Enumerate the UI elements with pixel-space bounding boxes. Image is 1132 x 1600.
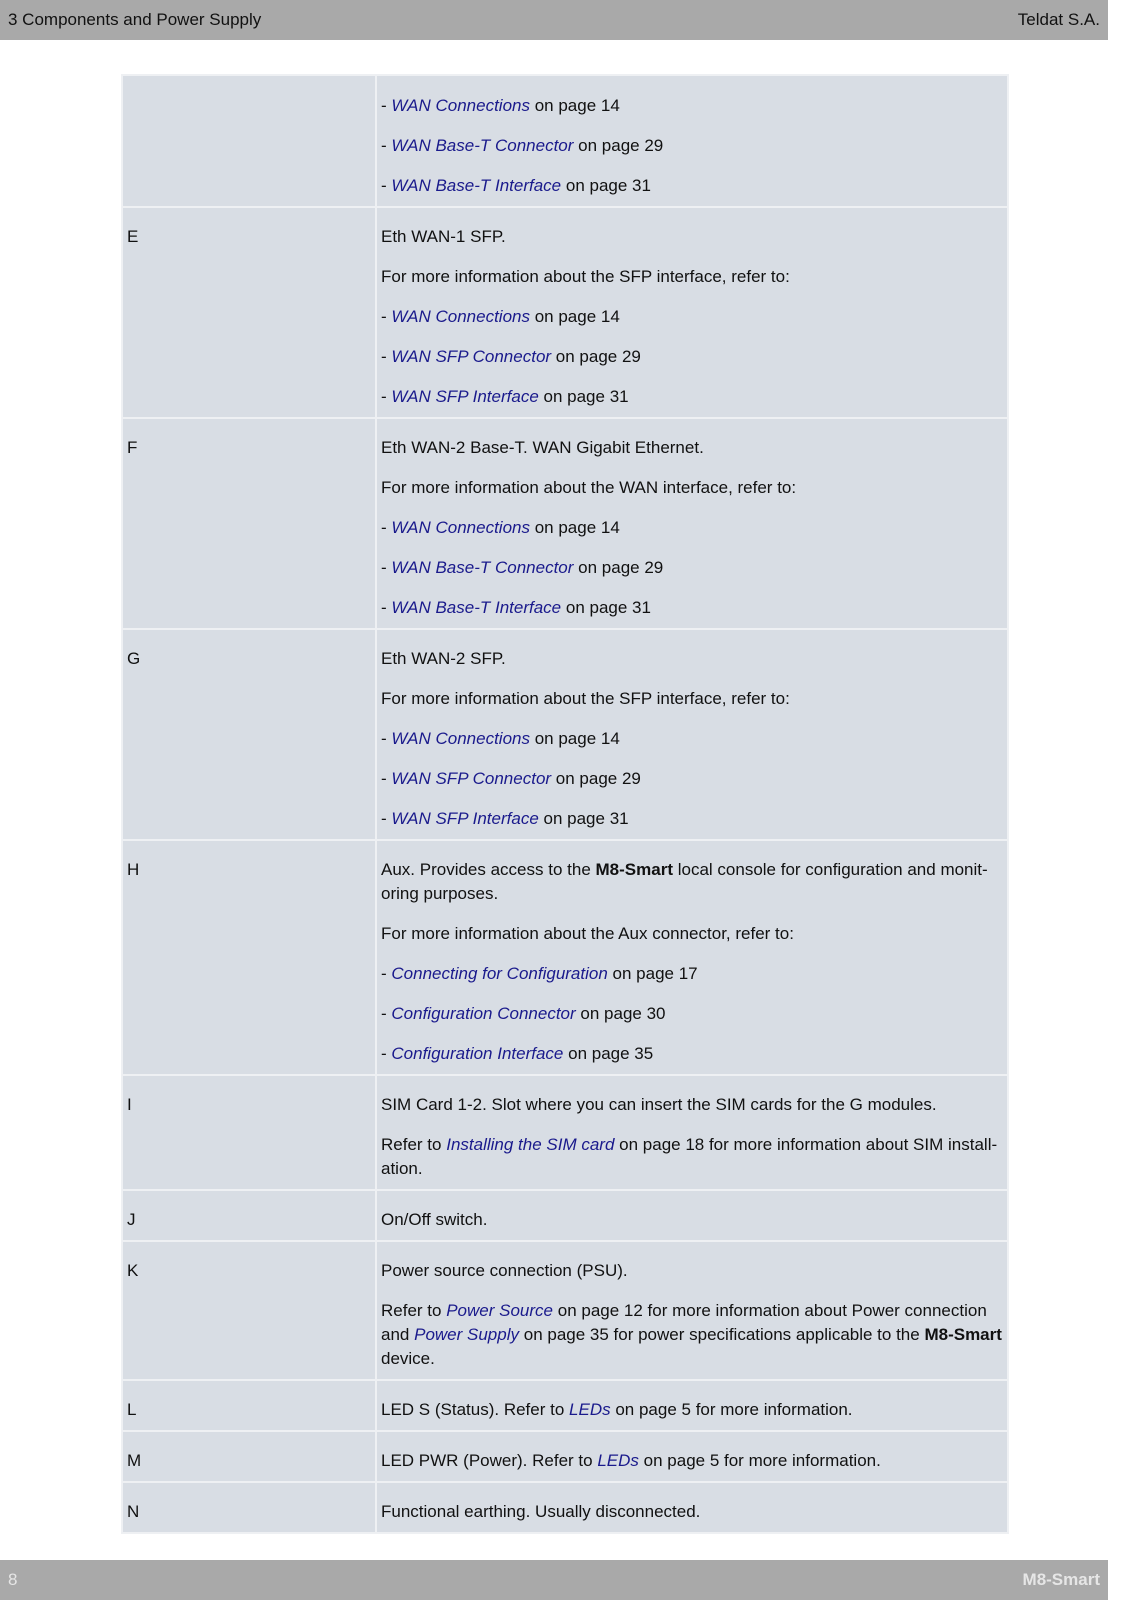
link-leds[interactable]: LEDs: [597, 1451, 639, 1470]
chapter-title: 3 Components and Power Supply: [8, 10, 262, 29]
link-wan-base-t-connector[interactable]: WAN Base-T Connector: [391, 558, 574, 577]
link-wan-base-t-interface[interactable]: WAN Base-T Interface: [391, 176, 562, 195]
row-description: - WAN Connections on page 14 - WAN Base-T Connector on page 29 - WAN Base-T Interface on page 31: [376, 75, 1008, 207]
table-row: [122, 207, 1008, 418]
row-key: M: [122, 1431, 376, 1482]
page-number: 8: [8, 1570, 18, 1589]
table-row: [122, 1380, 1008, 1431]
row-key: E: [122, 207, 376, 418]
link-leds[interactable]: LEDs: [569, 1400, 611, 1419]
row-description: On/Off switch.: [376, 1190, 1008, 1241]
row-key: I: [122, 1075, 376, 1190]
row-description: LED S (Status). Refer to LEDs on page 5 for more information.: [376, 1380, 1008, 1431]
row-description: LED PWR (Power). Refer to LEDs on page 5 for more information.: [376, 1431, 1008, 1482]
table-row: [122, 1431, 1008, 1482]
row-description: Power source connection (PSU). Refer to Power Source on page 12 for more information about Power connection and Power Supply on page 35 for power specifications applicable to the M8-Smart device.: [376, 1241, 1008, 1380]
link-installing-the-sim-card[interactable]: Installing the SIM card: [446, 1135, 615, 1154]
table-row: [122, 1190, 1008, 1241]
link-wan-base-t-interface[interactable]: WAN Base-T Interface: [391, 598, 562, 617]
row-description: Aux. Provides access to the M8-Smart local console for configuration and monit-oring purposes. For more information about the Aux connector, refer to: - Connecting for Configuration on page 17 - Configuration Connector on page 30 - Configuration Interface on page 35: [376, 840, 1008, 1075]
row-key: G: [122, 629, 376, 840]
row-description: Functional earthing. Usually disconnected.: [376, 1482, 1008, 1533]
page-footer: [0, 1560, 1108, 1600]
link-connecting-for-configuration[interactable]: Connecting for Configuration: [391, 964, 608, 983]
row-description: Eth WAN-1 SFP. For more information about the SFP interface, refer to: - WAN Connections on page 14 - WAN SFP Connector on page 29 - WAN SFP Interface on page 31: [376, 207, 1008, 418]
link-wan-connections[interactable]: WAN Connections: [391, 518, 530, 537]
link-power-supply[interactable]: Power Supply: [414, 1325, 519, 1344]
company-name: Teldat S.A.: [1017, 10, 1100, 29]
product-name: M8-Smart: [924, 1325, 1002, 1344]
row-key: [122, 75, 376, 207]
table-row: [122, 75, 1008, 207]
table-row: [122, 1241, 1008, 1380]
row-key: H: [122, 840, 376, 1075]
link-configuration-interface[interactable]: Configuration Interface: [391, 1044, 564, 1063]
row-description: Eth WAN-2 SFP. For more information about the SFP interface, refer to: - WAN Connections on page 14 - WAN SFP Connector on page 29 - WAN SFP Interface on page 31: [376, 629, 1008, 840]
row-description: Eth WAN-2 Base-T. WAN Gigabit Ethernet. For more information about the WAN interface, refer to: - WAN Connections on page 14 - WAN Base-T Connector on page 29 - WAN Base-T Interface on page 31: [376, 418, 1008, 629]
link-wan-connections[interactable]: WAN Connections: [391, 729, 530, 748]
components-table: [121, 74, 1009, 1534]
table-row: [122, 840, 1008, 1075]
table-row: [122, 1482, 1008, 1533]
product-name: M8-Smart: [595, 860, 673, 879]
row-key: K: [122, 1241, 376, 1380]
table-row: [122, 1075, 1008, 1190]
row-description: SIM Card 1-2. Slot where you can insert the SIM cards for the G modules. Refer to Installing the SIM card on page 18 for more information about SIM install-ation.: [376, 1075, 1008, 1190]
link-wan-connections[interactable]: WAN Connections: [391, 307, 530, 326]
link-wan-sfp-interface[interactable]: WAN SFP Interface: [391, 809, 539, 828]
link-wan-sfp-interface[interactable]: WAN SFP Interface: [391, 387, 539, 406]
link-wan-sfp-connector[interactable]: WAN SFP Connector: [391, 769, 552, 788]
link-configuration-connector[interactable]: Configuration Connector: [391, 1004, 576, 1023]
row-key: J: [122, 1190, 376, 1241]
row-key: L: [122, 1380, 376, 1431]
footer-product-name: M8-Smart: [1022, 1570, 1100, 1589]
row-key: F: [122, 418, 376, 629]
link-wan-sfp-connector[interactable]: WAN SFP Connector: [391, 347, 552, 366]
row-key: N: [122, 1482, 376, 1533]
link-power-source[interactable]: Power Source: [446, 1301, 553, 1320]
link-wan-connections[interactable]: WAN Connections: [391, 96, 530, 115]
page-header: [0, 0, 1108, 40]
table-row: [122, 629, 1008, 840]
table-row: [122, 418, 1008, 629]
link-wan-base-t-connector[interactable]: WAN Base-T Connector: [391, 136, 574, 155]
